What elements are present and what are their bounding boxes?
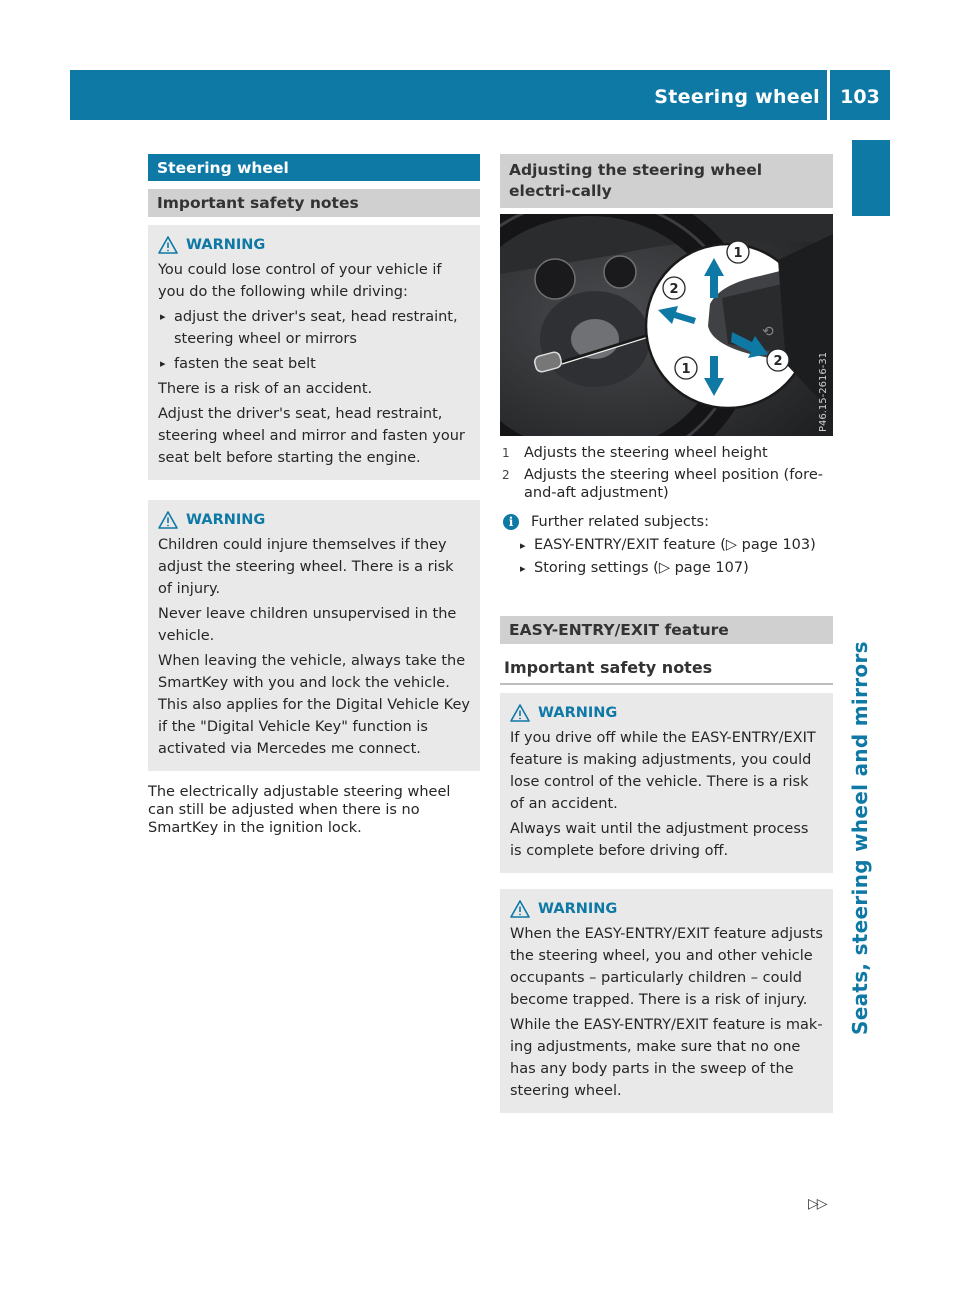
warning-label: WARNING bbox=[538, 901, 618, 917]
chapter-tab bbox=[852, 140, 890, 216]
section-title: EASY-ENTRY/EXIT feature bbox=[500, 616, 833, 644]
warning-text: Children could injure themselves if they adjust the steering wheel. There is a risk of injury. bbox=[158, 537, 454, 597]
subsection-title: Important safety notes bbox=[500, 652, 833, 685]
related-link[interactable]: ▸ Storing settings (▷ page 107) bbox=[518, 557, 833, 580]
subsection-title: Important safety notes bbox=[148, 189, 480, 217]
steering-wheel-figure bbox=[500, 214, 833, 436]
warning-panel bbox=[500, 889, 833, 1113]
warning-text: You could lose control of your vehicle if you do the following while driving: bbox=[158, 262, 442, 300]
warning-text: While the EASY-ENTRY/EXIT feature is mak-ing adjustments, make sure that no one has any body parts in the sweep of the steering wheel. bbox=[510, 1017, 823, 1099]
warning-heading bbox=[158, 509, 470, 531]
section-title: Adjusting the steering wheel electri-cally bbox=[500, 154, 833, 208]
header-title: Steering wheel bbox=[654, 86, 820, 108]
svg-text:2: 2 bbox=[669, 282, 679, 297]
warning-panel bbox=[148, 500, 480, 771]
warning-text: Never leave children unsupervised in the vehicle. bbox=[158, 606, 457, 644]
legend-text: Adjusts the steering wheel position (fore-and-aft adjustment) bbox=[524, 467, 823, 501]
body-paragraph: The electrically adjustable steering wheel can still be adjusted when there is no SmartKey in the ignition lock. bbox=[148, 784, 451, 836]
related-links bbox=[500, 534, 833, 580]
legend-item bbox=[500, 466, 833, 502]
list-item: ▸ fasten the seat belt bbox=[158, 353, 470, 375]
warning-triangle-icon bbox=[510, 704, 530, 722]
svg-text:⟲: ⟲ bbox=[762, 324, 774, 340]
warning-label: WARNING bbox=[186, 512, 266, 528]
svg-text:2: 2 bbox=[773, 354, 783, 369]
left-column bbox=[148, 154, 480, 837]
warning-text: There is a risk of an accident. bbox=[158, 381, 373, 397]
list-item: ▸ adjust the driver's seat, head restraint, steering wheel or mirrors bbox=[158, 306, 470, 350]
info-icon: i bbox=[503, 514, 519, 530]
warning-triangle-icon bbox=[158, 511, 178, 529]
warning-label: WARNING bbox=[186, 237, 266, 253]
section-title: Steering wheel bbox=[148, 154, 480, 181]
right-column bbox=[500, 154, 833, 1113]
svg-text:P46.15-2616-31: P46.15-2616-31 bbox=[818, 351, 829, 432]
warning-panel bbox=[148, 225, 480, 480]
warning-triangle-icon bbox=[158, 236, 178, 254]
warning-heading bbox=[510, 898, 823, 920]
warning-text: Always wait until the adjustment process is complete before driving off. bbox=[510, 821, 809, 859]
warning-text: If you drive off while the EASY-ENTRY/EXIT feature is making adjustments, you could lose control of the vehicle. There is a risk of an accident. bbox=[510, 730, 816, 812]
warning-triangle-icon bbox=[510, 900, 530, 918]
page-header bbox=[70, 70, 890, 120]
warning-text: When the EASY-ENTRY/EXIT feature adjusts the steering wheel, you and other vehicle occupants – particularly children – could become trapped. There is a risk of injury. bbox=[510, 926, 823, 1008]
legend-number: 2 bbox=[502, 468, 510, 482]
info-text: Further related subjects: bbox=[531, 514, 709, 530]
warning-label: WARNING bbox=[538, 705, 618, 721]
page-number: 103 bbox=[840, 86, 880, 108]
svg-text:1: 1 bbox=[733, 246, 743, 261]
info-note bbox=[500, 512, 833, 532]
chapter-label-text: Seats, steering wheel and mirrors bbox=[848, 641, 872, 1035]
legend-item bbox=[500, 444, 833, 462]
related-link[interactable]: ▸ EASY-ENTRY/EXIT feature (▷ page 103) bbox=[518, 534, 833, 557]
warning-text: Adjust the driver's seat, head restraint, steering wheel and mirror and fasten your seat belt before starting the engine. bbox=[158, 406, 465, 466]
warning-panel bbox=[500, 693, 833, 873]
warning-text: When leaving the vehicle, always take the SmartKey with you and lock the vehicle. This also applies for the Digital Vehicle Key if the "Digital Vehicle Key" function is activated via Mercedes me connect. bbox=[158, 653, 470, 757]
legend-number: 1 bbox=[502, 446, 510, 460]
legend-text: Adjusts the steering wheel height bbox=[524, 445, 768, 461]
svg-text:1: 1 bbox=[681, 362, 691, 377]
steering-wheel-illustration bbox=[500, 214, 833, 436]
warning-heading bbox=[510, 702, 823, 724]
warning-heading bbox=[158, 234, 470, 256]
continue-mark: ▷▷ bbox=[808, 1196, 826, 1212]
